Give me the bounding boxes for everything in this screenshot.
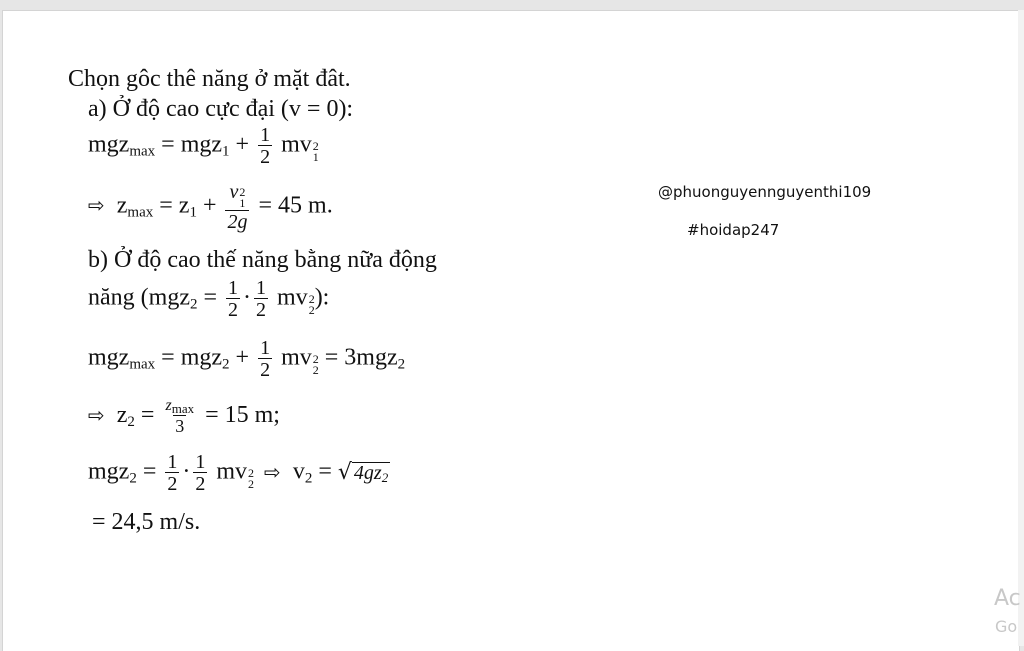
user-tag: @phuonguyennguyenthi109 (658, 183, 872, 201)
implies-arrow-icon: ⇨ (88, 193, 105, 218)
equation-a2: ⇨ $z_{max} = z_1$ + v 2 1 2g = 45 m. (88, 181, 333, 233)
equation-b3: mgz$_2$ = $\frac{1}{2}$ · $\frac{1}{2}$ mv 2 2 ⇨ $v_2$ = √ 4gz2 (88, 451, 389, 495)
equation-b2: ⇨ $z_2$ = $\frac{zmax}{3}$ = 15 m; (88, 397, 280, 436)
square-root: √ 4gz2 (337, 459, 389, 485)
scrollbar[interactable] (1018, 10, 1024, 646)
part-a-heading: a) Ở độ cao cực đại (v = 0): (88, 96, 354, 122)
equation-a1: mgz$_{max}$ = mgz$_1$ + $\frac{1}{2}$ mv 2 1 (88, 124, 319, 168)
equation-b1: mgz$_{max}$ = mgz$_2$ + $\frac{1}{2}$ mv 2 2 = 3mgz$_2$ (88, 337, 406, 381)
part-b-heading: b) Ở độ cao thế năng bằng nữa động (88, 247, 437, 273)
part-b-line2: năng (mgz$_2$ = $\frac{1}{2}$ · $\frac{1}{2}$ mv 2 2 ): (88, 277, 330, 321)
activation-watermark-line1: Ac (994, 586, 1021, 611)
hashtag: #hoidap247 (687, 221, 780, 239)
implies-arrow-icon: ⇨ (264, 459, 281, 484)
final-result: = 24,5 m/s. (92, 509, 201, 535)
activation-watermark-line2: Go (995, 617, 1018, 636)
implies-arrow-icon: ⇨ (88, 403, 105, 428)
intro-line: Chọn gôc thê năng ở mặt đât. (68, 66, 351, 92)
